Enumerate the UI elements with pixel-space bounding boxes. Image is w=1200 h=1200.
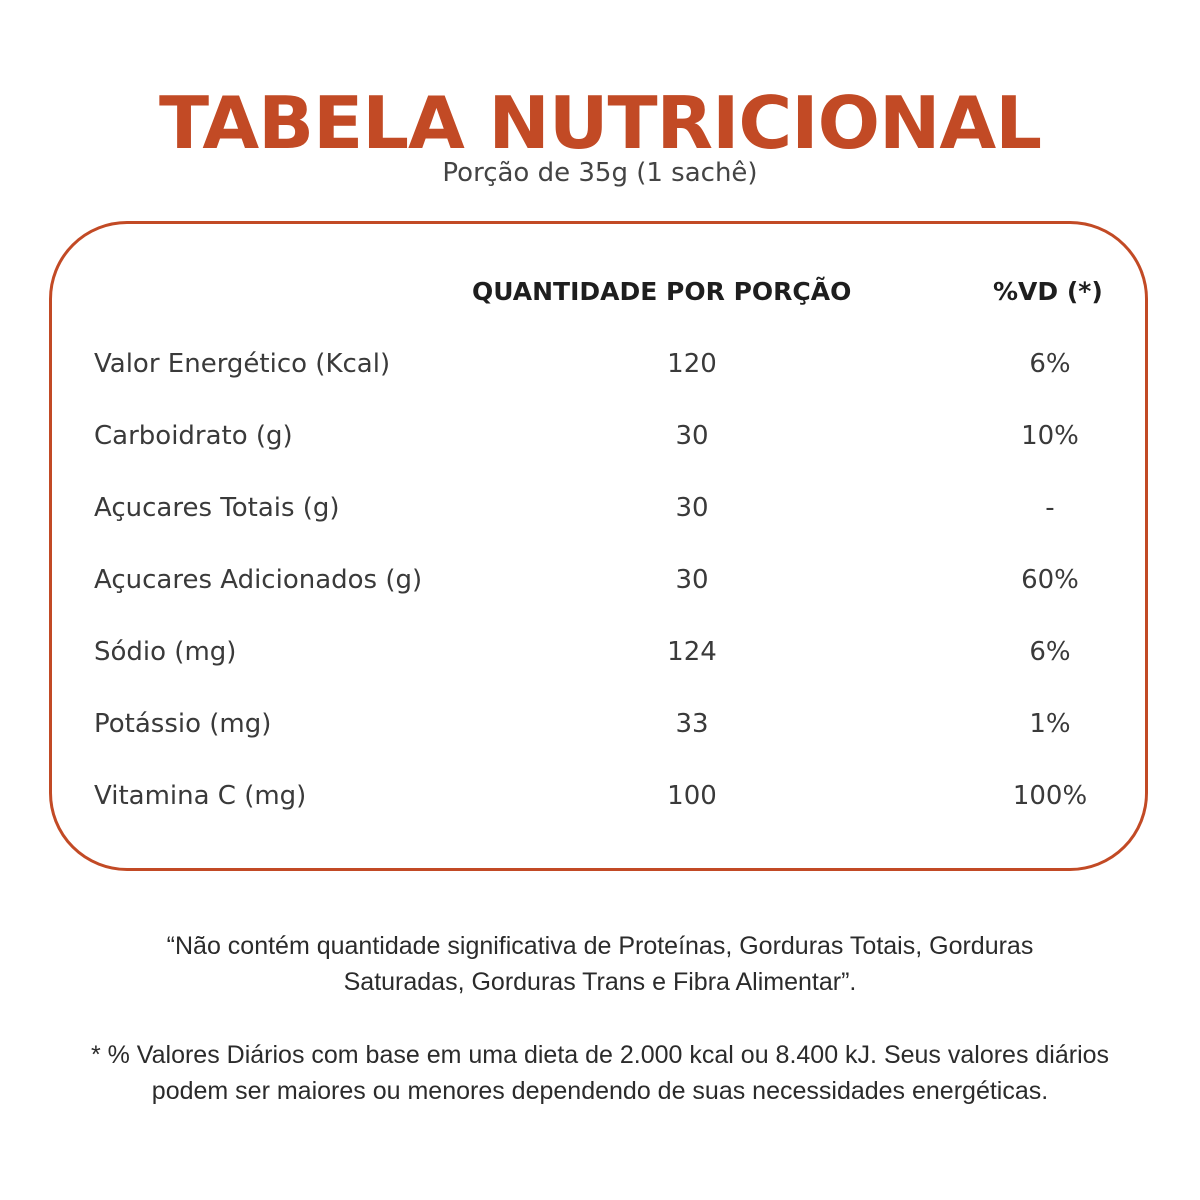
page-title: TABELA NUTRICIONAL bbox=[158, 81, 1042, 165]
table-row bbox=[0, 488, 1200, 528]
table-row bbox=[0, 776, 1200, 816]
table-row bbox=[0, 344, 1200, 384]
column-header-quantity: QUANTIDADE POR PORÇÃO bbox=[472, 277, 852, 306]
nutrient-label: Sódio (mg) bbox=[94, 637, 237, 667]
serving-size: Porção de 35g (1 sachê) bbox=[442, 158, 758, 188]
table-row bbox=[0, 416, 1200, 456]
nutrition-table-frame bbox=[49, 221, 1148, 871]
nutrient-daily-value: 100% bbox=[1012, 781, 1088, 811]
nutrient-label: Vitamina C (mg) bbox=[94, 781, 307, 811]
table-row bbox=[0, 560, 1200, 600]
nutrient-quantity: 120 bbox=[667, 349, 717, 379]
nutrient-label: Carboidrato (g) bbox=[94, 421, 293, 451]
nutrient-daily-value: 1% bbox=[1029, 709, 1071, 739]
nutrient-label: Açucares Totais (g) bbox=[94, 493, 340, 523]
nutrient-quantity: 30 bbox=[675, 493, 709, 523]
nutrient-quantity: 124 bbox=[667, 637, 717, 667]
nutrient-daily-value: - bbox=[1045, 493, 1055, 523]
nutrient-daily-value: 60% bbox=[1021, 565, 1079, 595]
nutrient-label: Potássio (mg) bbox=[94, 709, 272, 739]
nutrient-label: Valor Energético (Kcal) bbox=[94, 349, 391, 379]
nutrient-daily-value: 6% bbox=[1029, 637, 1071, 667]
nutrient-quantity: 30 bbox=[675, 421, 709, 451]
table-row bbox=[0, 632, 1200, 672]
nutrient-quantity: 30 bbox=[675, 565, 709, 595]
no-significant-amount-note: “Não contém quantidade significativa de Proteínas, Gorduras Totais, Gorduras Saturadas, Gorduras Trans e Fibra Alimentar”. bbox=[166, 932, 1034, 996]
nutrient-daily-value: 10% bbox=[1021, 421, 1079, 451]
nutrient-label: Açucares Adicionados (g) bbox=[94, 565, 423, 595]
column-header-daily-value: %VD (*) bbox=[993, 277, 1103, 306]
nutrient-quantity: 100 bbox=[667, 781, 717, 811]
nutrient-quantity: 33 bbox=[675, 709, 709, 739]
nutrient-daily-value: 6% bbox=[1029, 349, 1071, 379]
daily-values-footnote: * % Valores Diários com base em uma dieta de 2.000 kcal ou 8.400 kJ. Seus valores diários podem ser maiores ou menores dependendo de suas necessidades energéticas. bbox=[90, 1041, 1110, 1105]
table-row bbox=[0, 704, 1200, 744]
